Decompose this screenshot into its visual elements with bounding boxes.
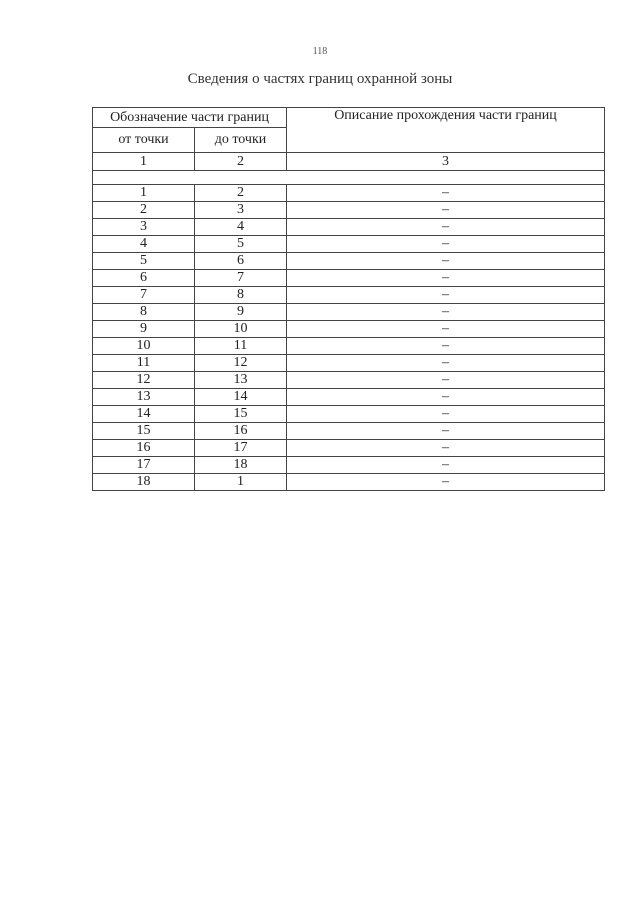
to-point-cell: 10 (195, 321, 287, 338)
page-number: 118 (312, 46, 328, 57)
from-point-cell: 9 (93, 321, 195, 338)
description-cell: – (287, 474, 605, 491)
column-number-2: 2 (195, 153, 287, 171)
header-boundary-designation: Обозначение части границ (93, 108, 287, 128)
table-row (93, 355, 605, 372)
to-point-cell: 18 (195, 457, 287, 474)
from-point-cell: 13 (93, 389, 195, 406)
from-point-cell: 3 (93, 219, 195, 236)
table-row (93, 474, 605, 491)
to-point-cell: 7 (195, 270, 287, 287)
from-point-cell: 8 (93, 304, 195, 321)
table-row (93, 236, 605, 253)
description-cell: – (287, 406, 605, 423)
to-point-cell: 13 (195, 372, 287, 389)
description-cell: – (287, 355, 605, 372)
column-number-3: 3 (287, 153, 605, 171)
table-row (93, 304, 605, 321)
from-point-cell: 1 (93, 185, 195, 202)
table-row (93, 287, 605, 304)
to-point-cell: 17 (195, 440, 287, 457)
description-cell: – (287, 423, 605, 440)
to-point-cell: 12 (195, 355, 287, 372)
boundary-parts-table (92, 107, 605, 491)
table-row (93, 406, 605, 423)
from-point-cell: 6 (93, 270, 195, 287)
from-point-cell: 2 (93, 202, 195, 219)
to-point-cell: 2 (195, 185, 287, 202)
to-point-cell: 6 (195, 253, 287, 270)
to-point-cell: 1 (195, 474, 287, 491)
table-row (93, 270, 605, 287)
description-cell: – (287, 457, 605, 474)
table-row (93, 338, 605, 355)
from-point-cell: 4 (93, 236, 195, 253)
from-point-cell: 18 (93, 474, 195, 491)
table-row (93, 219, 605, 236)
to-point-cell: 4 (195, 219, 287, 236)
document-title: Сведения о частях границ охранной зоны (187, 71, 453, 87)
description-cell: – (287, 304, 605, 321)
header-from-point: от точки (93, 128, 195, 153)
description-cell: – (287, 440, 605, 457)
description-cell: – (287, 270, 605, 287)
from-point-cell: 12 (93, 372, 195, 389)
from-point-cell: 16 (93, 440, 195, 457)
to-point-cell: 9 (195, 304, 287, 321)
description-cell: – (287, 389, 605, 406)
to-point-cell: 8 (195, 287, 287, 304)
to-point-cell: 16 (195, 423, 287, 440)
table-row (93, 202, 605, 219)
table-row (93, 423, 605, 440)
table-row (93, 321, 605, 338)
header-description: Описание прохождения части границ (287, 108, 605, 153)
to-point-cell: 5 (195, 236, 287, 253)
description-cell: – (287, 338, 605, 355)
from-point-cell: 11 (93, 355, 195, 372)
description-cell: – (287, 236, 605, 253)
description-cell: – (287, 372, 605, 389)
boundary-rows (93, 185, 605, 491)
description-cell: – (287, 287, 605, 304)
spacer-row (93, 171, 605, 185)
description-cell: – (287, 185, 605, 202)
from-point-cell: 14 (93, 406, 195, 423)
table-row (93, 389, 605, 406)
table-row (93, 440, 605, 457)
to-point-cell: 3 (195, 202, 287, 219)
from-point-cell: 7 (93, 287, 195, 304)
description-cell: – (287, 202, 605, 219)
table-row (93, 457, 605, 474)
table-row (93, 253, 605, 270)
description-cell: – (287, 253, 605, 270)
to-point-cell: 15 (195, 406, 287, 423)
from-point-cell: 17 (93, 457, 195, 474)
table-row (93, 372, 605, 389)
to-point-cell: 11 (195, 338, 287, 355)
from-point-cell: 5 (93, 253, 195, 270)
column-number-1: 1 (93, 153, 195, 171)
description-cell: – (287, 321, 605, 338)
description-cell: – (287, 219, 605, 236)
from-point-cell: 10 (93, 338, 195, 355)
from-point-cell: 15 (93, 423, 195, 440)
header-to-point: до точки (195, 128, 287, 153)
table-row (93, 185, 605, 202)
to-point-cell: 14 (195, 389, 287, 406)
